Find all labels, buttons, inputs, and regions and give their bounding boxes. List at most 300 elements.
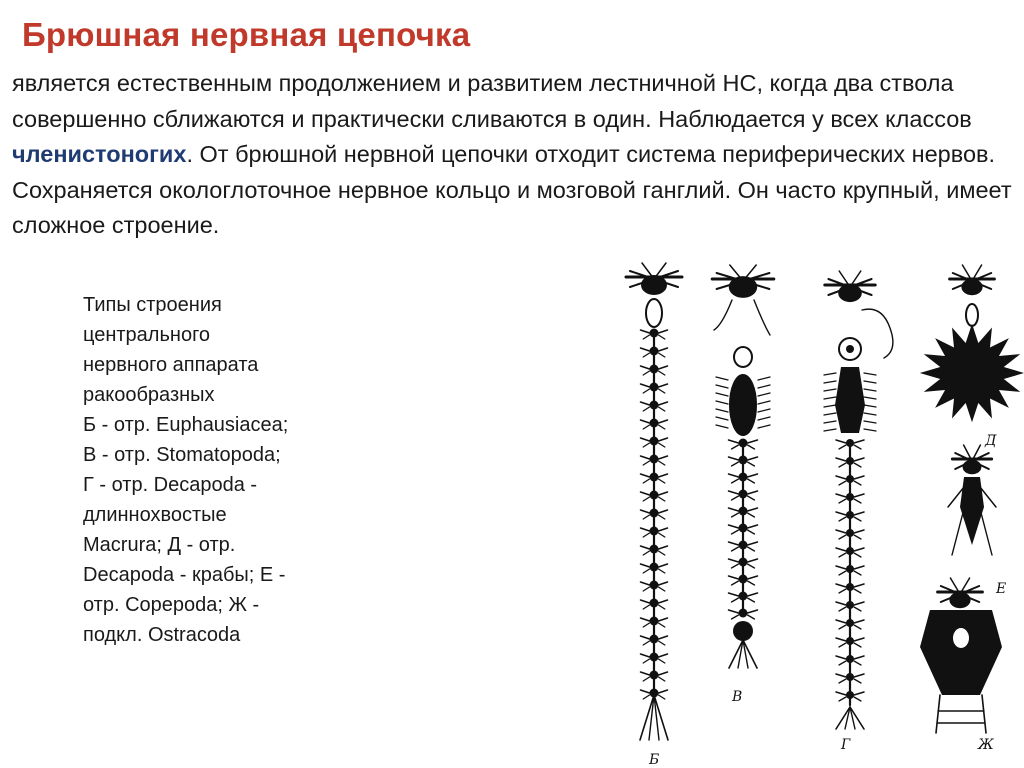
system-v-node	[739, 473, 748, 482]
system-g-nerve	[836, 476, 846, 479]
system-v-nerve	[748, 530, 755, 534]
system-g-nerve	[836, 530, 846, 533]
caption-line: Типы строения	[83, 294, 222, 316]
system-b-node	[650, 329, 659, 338]
system-b-nerve	[659, 420, 668, 423]
system-b-nerve	[641, 330, 650, 333]
system-v-nerve	[732, 513, 739, 517]
system-b-nerve	[641, 366, 650, 369]
system-b-nerve	[659, 515, 665, 519]
system-g-nerve	[824, 373, 836, 375]
system-b-nerve	[643, 497, 649, 501]
system-g-nerve	[824, 389, 836, 391]
system-v-node	[739, 609, 748, 618]
system-g-brain	[839, 285, 861, 301]
intro-paragraph	[12, 66, 1012, 244]
caption-line: В - отр. Stomatopoda;	[83, 444, 281, 466]
system-b-nerve	[641, 402, 650, 405]
system-b-nerve	[659, 497, 665, 501]
system-v-nerve	[732, 462, 739, 466]
system-g-nerve	[836, 602, 846, 605]
system-g-nerve	[824, 413, 836, 415]
system-v-nerve	[748, 474, 758, 477]
system-b-node	[650, 635, 659, 644]
system-g-nerve	[836, 620, 846, 623]
system-b-nerve	[643, 587, 649, 591]
system-v-nerve	[729, 525, 739, 528]
system-g-nerve	[854, 440, 864, 443]
system-v-nerve	[758, 377, 770, 380]
caption-line: Decapoda - крабы; Е -	[83, 564, 286, 586]
system-v-nerve	[732, 479, 739, 483]
system-v-nerve	[748, 564, 755, 568]
system-v-nerve	[748, 615, 755, 619]
system-b-ring	[646, 299, 662, 327]
system-g-nerve	[854, 530, 864, 533]
system-b-nerve	[659, 330, 668, 333]
system-g-nerve	[839, 589, 846, 593]
system-g-nerve	[839, 445, 846, 449]
system-g-nerve	[864, 389, 876, 391]
caption-line: нервного аппарата	[83, 354, 259, 376]
system-b-nerve	[659, 461, 665, 465]
system-b-nerve	[659, 348, 668, 351]
system-g-node	[846, 475, 854, 483]
label-zh: Ж	[978, 737, 994, 753]
system-b-nerve	[659, 533, 665, 537]
system-v-node	[739, 507, 748, 516]
system-g-nerve	[854, 548, 864, 551]
label-v: В	[732, 689, 743, 705]
system-v-nerve	[732, 564, 739, 568]
system-g-node	[846, 439, 854, 447]
system-b-node	[650, 581, 659, 590]
intro-text-part2: . От брюшной нервной цепочки отходит система периферических нервов. Сохраняется окологлоточное нервное кольцо и мозговой ганглий. Он часто крупный, имеет сложное строение.	[12, 141, 1012, 238]
system-b-node	[650, 671, 659, 680]
system-v-nerve	[748, 593, 758, 596]
caption-line: длиннохвостые	[83, 504, 227, 526]
caption-line: отр. Copepoda; Ж -	[83, 594, 260, 616]
system-b-nerve	[641, 690, 650, 693]
caption-line: подкл. Ostracoda	[83, 624, 241, 646]
system-g-node	[846, 565, 854, 573]
system-v-ring	[734, 347, 752, 367]
caption-line: ракообразных	[83, 384, 215, 406]
system-b-nerve	[643, 659, 649, 663]
system-b-node	[650, 599, 659, 608]
system-v-node	[739, 456, 748, 465]
system-b-nerve	[641, 456, 650, 459]
system-b-nerve	[641, 348, 650, 351]
slide-title: Брюшная нервная цепочка	[22, 16, 471, 53]
system-b-node	[650, 383, 659, 392]
system-v-nerve	[748, 542, 758, 545]
system-zh-nerve	[936, 695, 940, 733]
system-v-nerve	[729, 576, 739, 579]
caption-line: Macrura; Д - отр.	[83, 534, 236, 556]
system-b-nerve	[659, 605, 665, 609]
nervous-system-illustration	[600, 255, 1024, 768]
system-g-nerve	[839, 607, 846, 611]
system-b-node	[650, 455, 659, 464]
system-v-node	[739, 575, 748, 584]
system-v-nerve	[758, 417, 770, 420]
nervous-system-figure	[600, 255, 1024, 768]
system-b-node	[650, 473, 659, 482]
system-v-nerve	[716, 425, 728, 428]
system-v-nerve	[729, 610, 739, 613]
system-v-node	[739, 490, 748, 499]
system-g-nerve	[824, 381, 836, 383]
system-v-nerve	[758, 385, 770, 388]
system-g-nerve	[854, 607, 861, 611]
system-b-nerve	[643, 641, 649, 645]
system-b-nerve	[643, 533, 649, 537]
system-g-nerve	[836, 638, 846, 641]
system-v-nerve	[748, 610, 758, 613]
system-v-nerve	[732, 445, 739, 449]
system-v-antenna	[714, 300, 770, 335]
system-v-brain	[730, 277, 756, 297]
system-b-nerve	[641, 546, 650, 549]
system-b-nerve	[643, 479, 649, 483]
system-v-nerve	[758, 393, 770, 396]
system-g-thoracic-mass	[835, 367, 865, 433]
system-b-nerve	[659, 384, 668, 387]
system-v-node	[739, 439, 748, 448]
system-v-terminal-ganglion	[733, 621, 753, 641]
system-v-nerve	[732, 530, 739, 534]
system-b-node	[650, 491, 659, 500]
system-g-nerve	[864, 421, 876, 423]
system-v-nerve	[732, 615, 739, 619]
system-v-nerve	[729, 491, 739, 494]
system-g-nerve	[839, 643, 846, 647]
system-d-brain	[962, 280, 981, 294]
system-b-nerve	[659, 438, 668, 441]
system-g-nerve	[839, 661, 846, 665]
system-v-nerve	[729, 474, 739, 477]
caption-line: Г - отр. Decapoda -	[83, 474, 258, 496]
system-g-nerve	[854, 553, 861, 557]
system-g-nerve	[864, 429, 876, 431]
system-g-nerve	[839, 571, 846, 575]
system-b-nerve	[643, 569, 649, 573]
system-b-node	[650, 527, 659, 536]
system-g-nerve	[839, 679, 846, 683]
system-v-nerve	[716, 385, 728, 388]
system-v-nerve	[748, 445, 755, 449]
system-g-node	[846, 637, 854, 645]
system-v-nerve	[758, 401, 770, 404]
system-g-nerve	[854, 692, 864, 695]
system-b-nerve	[641, 474, 650, 477]
system-v-nerve	[732, 547, 739, 551]
system-g-nerve	[854, 499, 861, 503]
system-v-nerve	[729, 440, 739, 443]
system-b-nerve	[643, 353, 649, 357]
system-b-nerve	[643, 407, 649, 411]
label-e: Е	[996, 581, 1007, 597]
system-v-nerve	[748, 576, 758, 579]
system-b-nerve	[659, 600, 668, 603]
system-v-nerve	[716, 393, 728, 396]
system-g-nerve	[854, 494, 864, 497]
system-g-nerve	[864, 405, 876, 407]
system-b-nerve	[643, 335, 649, 339]
system-b-nerve	[643, 371, 649, 375]
intro-text-part1: является естественным продолжением и развитием лестничной НС, когда два ствола совершенно сближаются и практически сливаются в один. Наблюдается у всех классов	[12, 70, 972, 132]
system-v-nerve	[758, 425, 770, 428]
system-b-nerve	[659, 546, 668, 549]
system-g-nerve	[854, 512, 864, 515]
system-g-nerve	[854, 661, 861, 665]
system-g-nerve	[854, 674, 864, 677]
system-b-nerve	[643, 389, 649, 393]
system-b-nerve	[643, 425, 649, 429]
system-b-nerve	[641, 510, 650, 513]
system-b-node	[650, 545, 659, 554]
system-zh-nerve	[982, 695, 986, 733]
system-b-nerve	[659, 564, 668, 567]
system-g-node	[846, 619, 854, 627]
system-g-node	[846, 583, 854, 591]
system-b-nerve	[659, 677, 665, 681]
system-g-nerve	[854, 656, 864, 659]
system-b-nerve	[641, 636, 650, 639]
system-v-thoracic-mass	[730, 375, 756, 435]
caption-line: Б - отр. Euphausiacea;	[83, 414, 289, 436]
system-g-nerve	[854, 458, 864, 461]
system-g-nerve	[836, 566, 846, 569]
system-b-nerve	[643, 605, 649, 609]
system-g-nerve	[854, 643, 861, 647]
system-g-nerve	[854, 481, 861, 485]
system-b-nerve	[659, 492, 668, 495]
system-b-nerve	[641, 618, 650, 621]
system-v-nerve	[729, 593, 739, 596]
system-g-nerve	[854, 584, 864, 587]
system-b-nerve	[659, 389, 665, 393]
figure-caption	[83, 290, 383, 650]
system-g-nerve	[839, 481, 846, 485]
system-g-nerve	[854, 602, 864, 605]
system-b-nerve	[643, 551, 649, 555]
system-g-node	[846, 457, 854, 465]
system-b-nerve	[641, 492, 650, 495]
system-g-nerve	[824, 429, 836, 431]
system-b-nerve	[659, 528, 668, 531]
system-v-nerve	[748, 547, 755, 551]
system-b-nerve	[659, 618, 668, 621]
system-g-nerve	[864, 413, 876, 415]
system-g-nerve	[854, 571, 861, 575]
system-b-nerve	[659, 425, 665, 429]
system-b-nerve	[643, 623, 649, 627]
system-g-nerve	[836, 440, 846, 443]
system-g-node	[846, 655, 854, 663]
system-g-node	[846, 691, 854, 699]
system-v-nerve	[732, 496, 739, 500]
system-g-nerve	[854, 638, 864, 641]
system-g-node	[846, 601, 854, 609]
system-g-nerve	[854, 679, 861, 683]
system-v-nerve	[729, 559, 739, 562]
system-v-nerve	[748, 479, 755, 483]
system-g-nerve	[839, 553, 846, 557]
system-b-nerve	[659, 371, 665, 375]
system-g-nerve	[854, 445, 861, 449]
system-b-nerve	[641, 672, 650, 675]
system-b-nerve	[659, 402, 668, 405]
system-v-nerve	[716, 409, 728, 412]
system-g-nerve	[824, 405, 836, 407]
system-b-nerve	[659, 654, 668, 657]
system-g-nerve	[824, 397, 836, 399]
system-b-nerve	[643, 515, 649, 519]
system-b-nerve	[659, 641, 665, 645]
system-v-node	[739, 592, 748, 601]
system-b-nerve	[659, 479, 665, 483]
system-b-nerve	[659, 456, 668, 459]
system-g-antenna	[862, 309, 893, 358]
system-b-node	[650, 347, 659, 356]
system-v-nerve	[716, 401, 728, 404]
system-b-node	[650, 401, 659, 410]
system-g-nerve	[854, 620, 864, 623]
system-v-nerve	[748, 598, 755, 602]
system-zh-ganglion	[920, 610, 1002, 695]
system-g-nerve	[854, 476, 864, 479]
system-e-nerve	[952, 505, 965, 555]
system-b-nerve	[641, 438, 650, 441]
system-g-nerve	[836, 494, 846, 497]
system-b-node	[650, 563, 659, 572]
system-b-nerve	[659, 443, 665, 447]
system-g-nerve	[839, 625, 846, 629]
system-b-nerve	[641, 582, 650, 585]
system-v-nerve	[748, 559, 758, 562]
system-b-nerve	[659, 474, 668, 477]
system-zh-brain	[950, 593, 969, 607]
system-v-nerve	[732, 581, 739, 585]
system-v-nerve	[716, 377, 728, 380]
system-b-nerve	[641, 528, 650, 531]
system-g-nerve	[854, 566, 864, 569]
system-v-nerve	[748, 491, 758, 494]
system-g-nerve	[836, 584, 846, 587]
system-v-node	[739, 558, 748, 567]
system-b-nerve	[641, 654, 650, 657]
system-d-fused-ganglion	[920, 324, 1024, 423]
system-b-nerve	[659, 366, 668, 369]
system-e-nerve	[979, 505, 992, 555]
system-v-nerve	[748, 525, 758, 528]
system-b-nerve	[643, 695, 649, 699]
system-v-node	[739, 541, 748, 550]
system-g-nerve	[836, 674, 846, 677]
system-g-nerve	[836, 692, 846, 695]
system-b-nerve	[659, 582, 668, 585]
system-v-nerve	[758, 409, 770, 412]
system-v-nerve	[732, 598, 739, 602]
system-b-node	[650, 653, 659, 662]
system-v-nerve	[716, 417, 728, 420]
system-b-node	[650, 365, 659, 374]
system-b-nerve	[659, 695, 665, 699]
system-b-node	[650, 617, 659, 626]
system-v-nerve	[748, 508, 758, 511]
system-b-nerve	[641, 564, 650, 567]
system-v-nerve	[748, 496, 755, 500]
system-b-nerve	[643, 443, 649, 447]
intro-highlight-term: членистоногих	[12, 141, 187, 167]
system-v-nerve	[748, 457, 758, 460]
system-b-nerve	[659, 690, 668, 693]
system-v-nerve	[729, 508, 739, 511]
system-v-nerve	[748, 462, 755, 466]
system-g-node	[846, 673, 854, 681]
system-g-nerve	[839, 463, 846, 467]
system-g-nerve	[836, 512, 846, 515]
system-g-nerve	[839, 517, 846, 521]
system-v-nerve	[729, 542, 739, 545]
system-v-nerve	[748, 513, 755, 517]
system-v-nerve	[748, 440, 758, 443]
label-g: Г	[841, 737, 851, 753]
system-g-nerve	[864, 397, 876, 399]
system-g-nerve	[839, 499, 846, 503]
system-b-nerve	[641, 420, 650, 423]
system-b-nerve	[659, 659, 665, 663]
system-g-nerve	[836, 656, 846, 659]
system-g-nerve	[854, 517, 861, 521]
system-b-nerve	[641, 600, 650, 603]
system-b-nerve	[659, 636, 668, 639]
system-g-nerve	[854, 625, 861, 629]
system-g-nerve	[854, 589, 861, 593]
system-b-nerve	[659, 672, 668, 675]
system-g-nerve	[824, 421, 836, 423]
system-e-brain	[964, 461, 981, 474]
system-b-nerve	[659, 569, 665, 573]
system-g-nerve	[839, 697, 846, 701]
system-b-brain	[642, 276, 666, 294]
system-g-node	[846, 547, 854, 555]
system-g-nerve	[864, 381, 876, 383]
system-g-nerve	[854, 697, 861, 701]
system-g-node	[846, 493, 854, 501]
system-b-node	[650, 437, 659, 446]
system-g-ring-center	[846, 345, 854, 353]
system-b-nerve	[659, 623, 665, 627]
system-v-node	[739, 524, 748, 533]
system-b-nerve	[659, 551, 665, 555]
system-g-nerve	[854, 535, 861, 539]
system-g-node	[846, 511, 854, 519]
label-d: Д	[985, 433, 997, 449]
system-g-node	[846, 529, 854, 537]
system-b-nerve	[641, 384, 650, 387]
system-b-nerve	[659, 587, 665, 591]
system-b-nerve	[659, 510, 668, 513]
system-d-ring	[966, 304, 978, 326]
system-g-nerve	[839, 535, 846, 539]
system-g-nerve	[854, 463, 861, 467]
label-b: Б	[649, 752, 660, 768]
system-b-nerve	[659, 407, 665, 411]
system-g-nerve	[836, 458, 846, 461]
